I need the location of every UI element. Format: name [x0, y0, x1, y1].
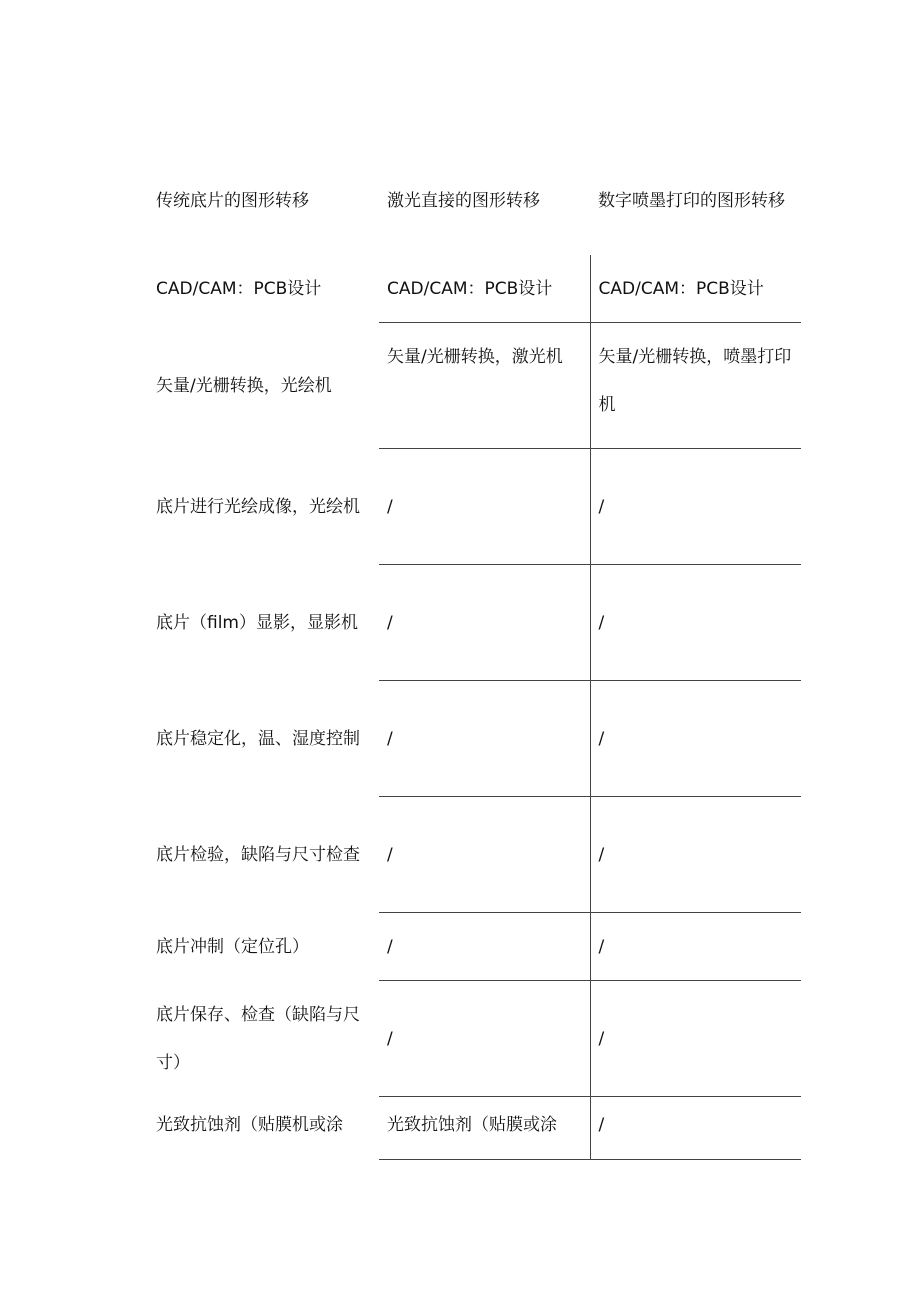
- cell-traditional: 底片进行光绘成像，光绘机: [156, 496, 360, 517]
- cell-laser: 矢量/光栅转换，激光机: [379, 323, 590, 449]
- cell-laser: /: [379, 797, 590, 913]
- cell-traditional: 底片保存、检查（缺陷与尺寸）: [156, 1004, 360, 1073]
- cell-traditional: 底片（film）显影，显影机: [156, 612, 358, 633]
- cell-traditional: 底片检验，缺陷与尺寸检查: [156, 844, 360, 865]
- cell-laser: 光致抗蚀剂（贴膜或涂: [379, 1097, 590, 1160]
- table-row: [148, 565, 801, 681]
- cell-inkjet: /: [590, 565, 801, 681]
- cell-laser: /: [379, 565, 590, 681]
- table-row: [148, 981, 801, 1097]
- cell-traditional: 底片稳定化，温、湿度控制: [156, 728, 360, 749]
- cell-inkjet: /: [590, 1097, 801, 1160]
- cell-inkjet: /: [590, 449, 801, 565]
- table-row: [148, 323, 801, 449]
- cell-inkjet: /: [590, 681, 801, 797]
- cell-inkjet: /: [590, 797, 801, 913]
- table-row: [148, 797, 801, 913]
- table-row: [148, 255, 801, 323]
- cell-inkjet: CAD/CAM：PCB设计: [590, 255, 801, 323]
- header-laser-direct: 激光直接的图形转移: [387, 191, 540, 211]
- cell-inkjet: /: [590, 981, 801, 1097]
- table-row: [148, 681, 801, 797]
- table-header-row: [148, 147, 801, 255]
- cell-inkjet: 矢量/光栅转换，喷墨打印机: [590, 323, 801, 449]
- cell-traditional: CAD/CAM：PCB设计: [156, 278, 322, 299]
- header-traditional: 传统底片的图形转移: [156, 191, 309, 211]
- header-inkjet: 数字喷墨打印的图形转移: [598, 191, 785, 211]
- cell-laser: /: [379, 681, 590, 797]
- cell-traditional: 矢量/光栅转换，光绘机: [156, 375, 332, 396]
- cell-laser: /: [379, 449, 590, 565]
- cell-traditional: 底片冲制（定位孔）: [156, 936, 309, 957]
- cell-traditional: 光致抗蚀剂（贴膜机或涂: [156, 1114, 343, 1135]
- cell-laser: /: [379, 913, 590, 981]
- cell-laser: /: [379, 981, 590, 1097]
- table-row: [148, 1097, 801, 1160]
- table-row: [148, 913, 801, 981]
- cell-laser: CAD/CAM：PCB设计: [379, 255, 590, 323]
- cell-inkjet: /: [590, 913, 801, 981]
- table-row: [148, 449, 801, 565]
- process-comparison-table: [148, 147, 801, 1160]
